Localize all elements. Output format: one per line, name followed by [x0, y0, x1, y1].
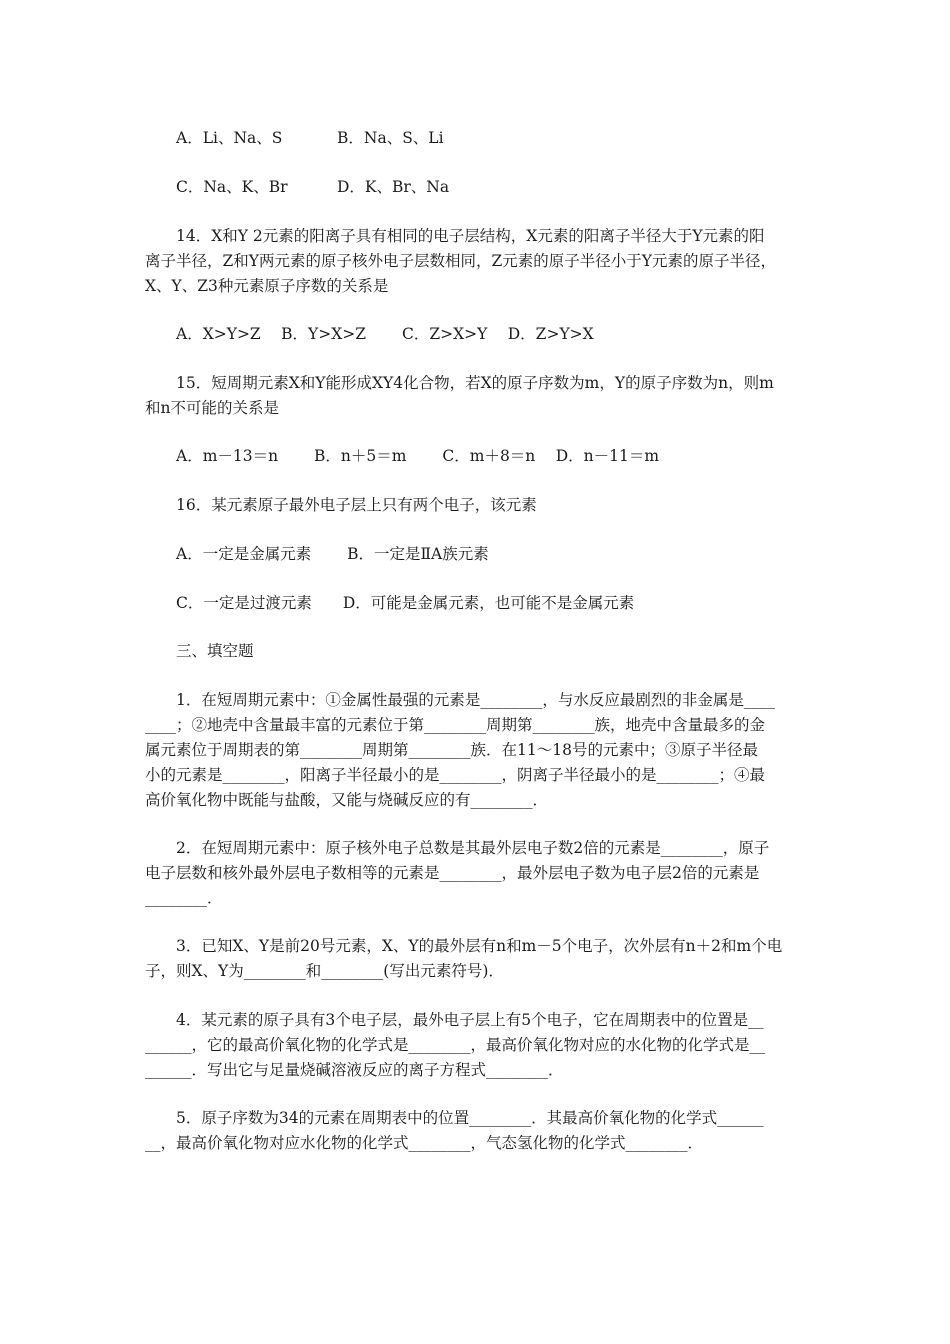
fill5-line-2: __，最高价氧化物对应水化物的化学式________，气态氢化物的化学式________． — [145, 1134, 704, 1152]
q14-options: A．X>Y>Z B．Y>X>Z C．Z>X>Y D．Z>Y>X — [176, 325, 594, 343]
q14-line-2: 离子半径，Z和Y两元素的原子核外电子层数相同，Z元素的原子半径小于Y元素的原子半径， — [145, 252, 777, 270]
fill1-line-5: 高价氧化物中既能与盐酸，又能与烧碱反应的有________． — [145, 791, 549, 809]
fill3-line-1: 3．已知X、Y是前20号元素，X、Y的最外层有n和m－5个电子，次外层有n＋2和m个电 — [176, 937, 783, 955]
fill2-line-2: 电子层数和核外最外层电子数相等的元素是________，最外层电子数为电子层2倍的元素是 — [145, 864, 760, 882]
fill2-line-1: 2．在短周期元素中：原子核外电子总数是其最外层电子数2倍的元素是________，原子 — [176, 839, 770, 857]
q14-line-3: X、Y、Z3种元素原子序数的关系是 — [145, 277, 389, 295]
q13-option-d: D．K、Br、Na — [337, 178, 450, 196]
fill2-line-3: ________． — [145, 889, 223, 907]
fill1-line-2: ____；②地壳中含量最丰富的元素位于第________周期第________族，地壳中含量最多的金 — [145, 716, 766, 734]
q13-option-a: A．Li、Na、S — [176, 129, 283, 147]
fill3-line-2: 子，则X、Y为________和________(写出元素符号)． — [145, 962, 504, 980]
fill1-line-4: 小的元素是________，阳离子半径最小的是________，阴离子半径最小的是________；④最 — [145, 766, 766, 784]
q15-options: A．m－13＝n B．n＋5＝m C．m＋8＝n D．n－11＝m — [176, 447, 660, 465]
q13-option-c: C．Na、K、Br — [176, 178, 288, 196]
fill5-line-1: 5．原子序数为34的元素在周期表中的位置________．其最高价氧化物的化学式______ — [176, 1109, 764, 1127]
fill1-line-1: 1．在短周期元素中：①金属性最强的元素是________，与水反应最剧烈的非金属是____ — [176, 691, 775, 709]
fill1-line-3: 属元素位于周期表的第________周期第________族．在11～18号的元素中；③原子半径最 — [145, 741, 758, 759]
fill4-line-2: ______，它的最高价氧化物的化学式是________，最高价氧化物对应的水化物的化学式是__ — [145, 1036, 766, 1054]
q15-line-1: 15．短周期元素X和Y能形成XY4化合物，若X的原子序数为m，Y的原子序数为n，则m — [176, 374, 774, 392]
fill4-line-1: 4．某元素的原子具有3个电子层，最外电子层上有5个电子，它在周期表中的位置是__ — [176, 1011, 764, 1029]
q15-line-2: 和n不可能的关系是 — [145, 399, 279, 417]
fill4-line-3: ______．写出它与足量烧碱溶液反应的离子方程式________． — [145, 1061, 564, 1079]
q14-line-1: 14．X和Y 2元素的阳离子具有相同的电子层结构，X元素的阳离子半径大于Y元素的阳 — [176, 227, 765, 245]
q16-options-cd: C．一定是过渡元素 D．可能是金属元素，也可能不是金属元素 — [176, 594, 635, 612]
section-title: 三、填空题 — [176, 642, 254, 660]
q16-options-ab: A．一定是金属元素 B．一定是ⅡA族元素 — [176, 545, 489, 563]
q16-line-1: 16．某元素原子最外电子层上只有两个电子，该元素 — [176, 496, 537, 514]
q13-option-b: B．Na、S、Li — [337, 129, 444, 147]
